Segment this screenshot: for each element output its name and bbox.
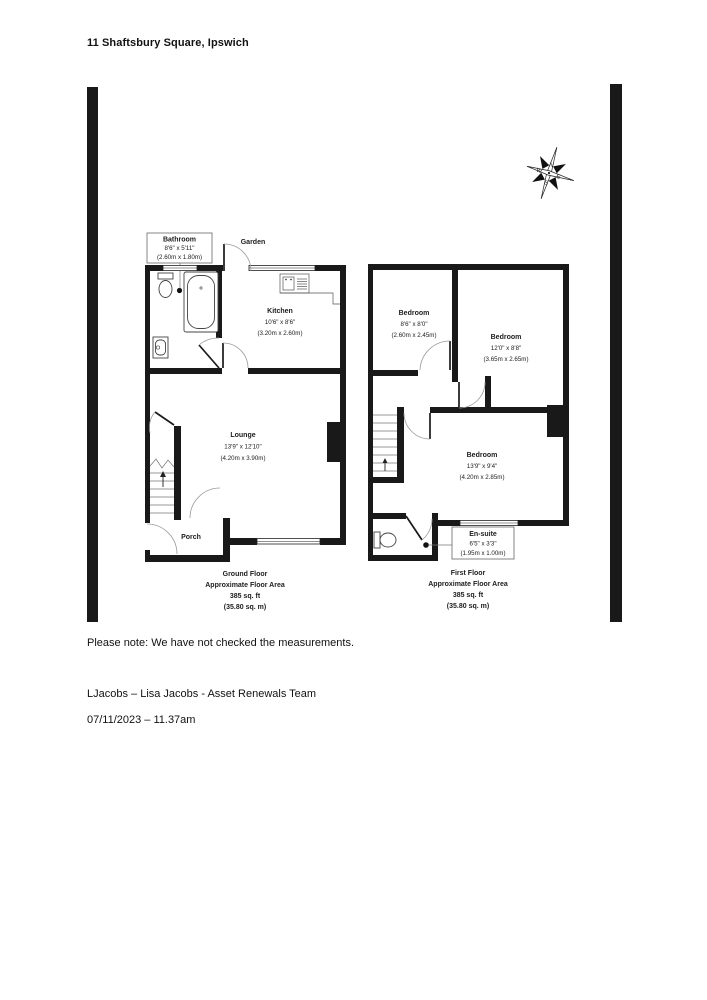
compass-label-west: W bbox=[535, 167, 543, 176]
porch-label: Porch bbox=[181, 534, 201, 541]
draining-board bbox=[297, 279, 307, 289]
stairs-door bbox=[155, 412, 174, 425]
ensuite-dims-ft: 6'5" x 3'3" bbox=[469, 540, 497, 548]
bathroom-name: Bathroom bbox=[162, 236, 197, 244]
bedroom2-name: Bedroom bbox=[490, 334, 522, 341]
kitchen-dims-m: (3.20m x 2.60m) bbox=[257, 330, 303, 337]
ground-floor-footer bbox=[205, 571, 285, 611]
ensuite-toilet-cistern bbox=[374, 532, 380, 548]
bedroom3-dims-ft: 13'9" x 9'4" bbox=[466, 463, 498, 470]
measurement-note: Please note: We have not checked the measurements. bbox=[87, 637, 355, 649]
lounge-label bbox=[220, 432, 265, 462]
kitchen-sink-unit bbox=[280, 274, 340, 304]
reference-dot bbox=[177, 288, 182, 293]
first-floor-windows bbox=[460, 520, 518, 525]
chimney-breast-ff bbox=[547, 405, 563, 437]
ff-footer-line4: (35.80 sq. m) bbox=[446, 603, 490, 610]
lounge-dims-m: (4.20m x 3.90m) bbox=[220, 455, 266, 462]
kitchen-counter-edge bbox=[280, 293, 340, 304]
lounge-porch-door bbox=[190, 488, 220, 518]
bedroom3-dims-m: (4.20m x 2.85m) bbox=[459, 474, 505, 481]
bedroom3-label bbox=[459, 452, 504, 481]
kitchen-label bbox=[257, 308, 302, 337]
ground-floor-stairs bbox=[150, 459, 174, 513]
date-line: 07/11/2023 – 11.37am bbox=[87, 714, 196, 726]
ensuite-toilet-bowl bbox=[380, 533, 396, 547]
lounge-name: Lounge bbox=[230, 432, 256, 439]
kitchen-name: Kitchen bbox=[267, 308, 293, 315]
ensuite-fixtures bbox=[374, 532, 452, 548]
right-page-edge-bar bbox=[610, 84, 622, 622]
bedroom1-dims-m: (2.60m x 2.45m) bbox=[391, 332, 437, 339]
ff-footer-line2: Approximate Floor Area bbox=[428, 581, 508, 588]
left-page-edge-bar bbox=[87, 87, 98, 622]
gf-footer-line4: (35.80 sq. m) bbox=[223, 604, 267, 611]
chimney-breast bbox=[327, 422, 346, 462]
toilet-cistern bbox=[158, 273, 173, 279]
ensuite-reference-dot bbox=[423, 542, 429, 548]
compass-label-east: E bbox=[555, 173, 561, 181]
bedroom3-name: Bedroom bbox=[466, 452, 498, 459]
first-floor-footer bbox=[428, 570, 508, 610]
ensuite-label-box bbox=[452, 527, 514, 559]
porch-entrance-door bbox=[147, 524, 177, 554]
ensuite-dims-m: (1.95m x 1.00m) bbox=[460, 550, 506, 557]
gf-footer-line1: Ground Floor bbox=[222, 571, 268, 578]
first-floor-walls bbox=[368, 264, 569, 561]
bathroom-dims-m: (2.60m x 1.80m) bbox=[156, 254, 203, 261]
bedroom2-label bbox=[483, 334, 528, 363]
bathroom-dims-ft: 8'6" x 5'11" bbox=[164, 245, 195, 252]
gf-footer-line3: 385 sq. ft bbox=[229, 593, 261, 600]
garden-label: Garden bbox=[240, 239, 266, 246]
gf-footer-line2: Approximate Floor Area bbox=[205, 582, 285, 589]
compass-rose bbox=[517, 141, 581, 205]
toilet-bowl bbox=[159, 281, 172, 298]
first-floor-plan bbox=[366, 255, 572, 613]
bedroom1-dims-ft: 8'6" x 8'0" bbox=[400, 321, 428, 328]
kitchen-dims-ft: 10'6" x 8'6" bbox=[264, 319, 296, 326]
bathroom-door bbox=[199, 345, 219, 368]
bedroom2-dims-ft: 12'0" x 8'8" bbox=[490, 345, 522, 352]
bedroom2-dims-m: (3.65m x 2.65m) bbox=[483, 356, 529, 363]
first-floor-stairs bbox=[373, 415, 397, 471]
ensuite-door bbox=[406, 516, 422, 540]
ground-floor-walls bbox=[145, 265, 346, 562]
bedroom1-name: Bedroom bbox=[398, 310, 430, 317]
bathroom-fixtures bbox=[153, 272, 218, 358]
compass-label-south: S bbox=[542, 180, 549, 187]
lounge-dims-ft: 13'9" x 12'10" bbox=[224, 443, 262, 451]
author-line: LJacobs – Lisa Jacobs - Asset Renewals Team bbox=[87, 688, 317, 700]
ground-floor-plan bbox=[143, 228, 349, 614]
ff-footer-line1: First Floor bbox=[450, 570, 486, 577]
ensuite-name: En-suite bbox=[469, 531, 497, 538]
compass-label-north: N bbox=[548, 162, 555, 170]
ff-footer-line3: 385 sq. ft bbox=[452, 592, 484, 599]
page-title: 11 Shaftsbury Square, Ipswich bbox=[87, 37, 249, 49]
bedroom1-label bbox=[391, 310, 436, 339]
